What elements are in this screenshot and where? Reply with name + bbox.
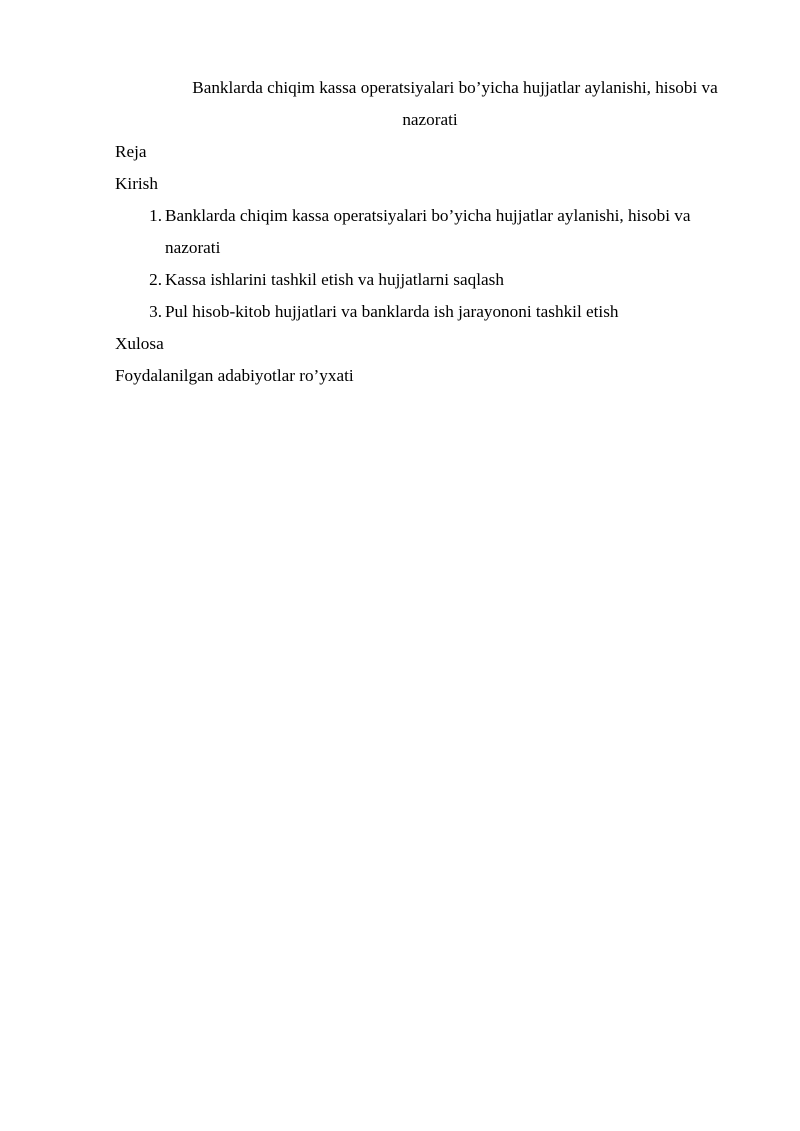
intro-heading: Kirish	[115, 174, 158, 193]
document-title: Banklarda chiqim kassa operatsiyalari bo’yicha hujjatlar aylanishi, hisobi va nazorati	[192, 78, 718, 129]
plan-item-text: Banklarda chiqim kassa operatsiyalari bo’yicha hujjatlar aylanishi, hisobi va nazorati	[165, 206, 691, 257]
plan-item	[115, 296, 745, 328]
references-heading: Foydalanilgan adabiyotlar ro’yxati	[115, 366, 354, 385]
plan-item-text: Kassa ishlarini tashkil etish va hujjatlarni saqlash	[165, 270, 504, 289]
conclusion-heading: Xulosa	[115, 334, 164, 353]
plan-item	[115, 264, 745, 296]
plan-item-number: 1.	[149, 206, 162, 225]
document-content	[115, 72, 745, 392]
plan-item-text: Pul hisob-kitob hujjatlari va banklarda ish jarayononi tashkil etish	[165, 302, 619, 321]
plan-heading: Reja	[115, 142, 147, 161]
plan-item	[115, 200, 745, 264]
plan-item-number: 2.	[149, 270, 162, 289]
plan-list	[115, 200, 745, 328]
plan-item-number: 3.	[149, 302, 162, 321]
